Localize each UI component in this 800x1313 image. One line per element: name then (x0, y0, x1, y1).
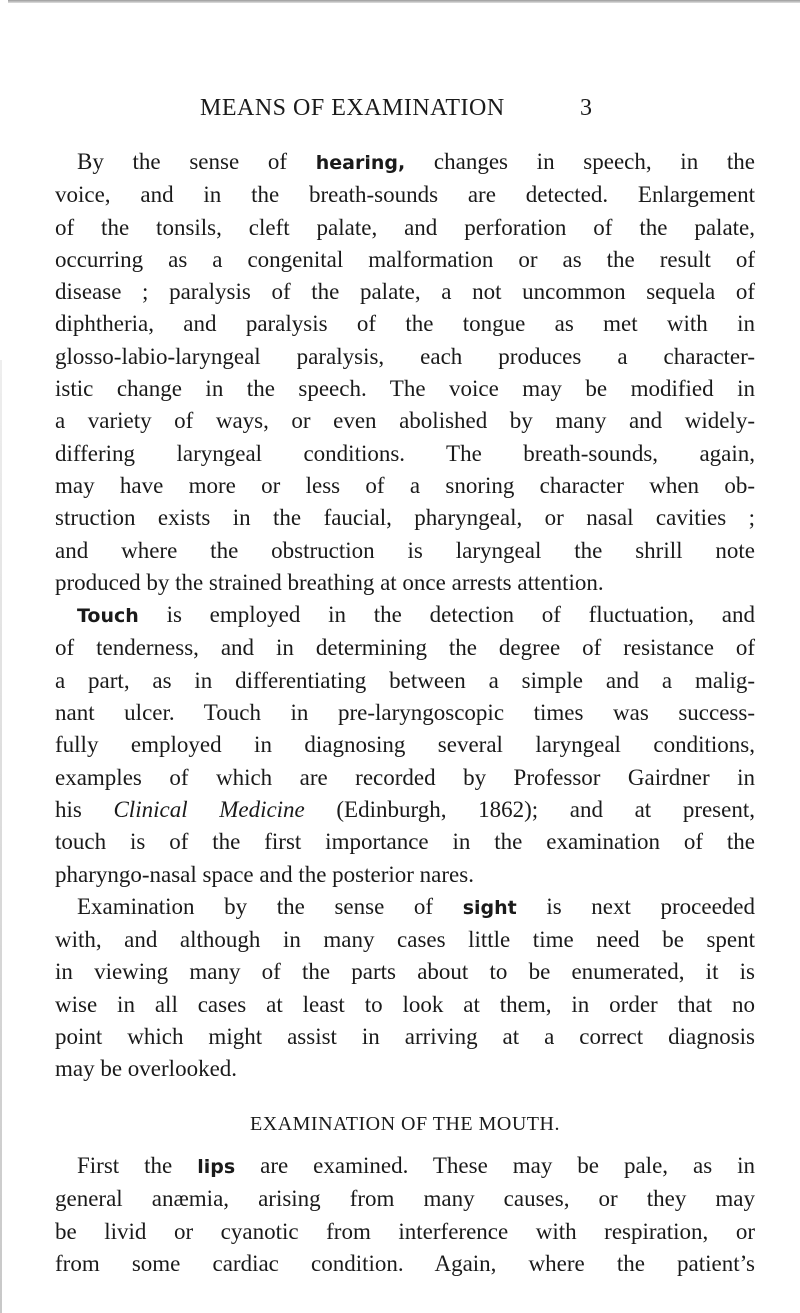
text-line: may have more or less of a snoring character when ob- (55, 472, 755, 498)
text-line: of tenderness, and in determining the degree of resistance of (55, 635, 755, 661)
paragraph-sight (55, 891, 755, 1086)
text-line (55, 599, 755, 632)
paragraph-touch (55, 599, 755, 891)
text-line: point which might assist in arriving at a correct diagnosis (55, 1024, 755, 1050)
section-heading: EXAMINATION OF THE MOUTH. (250, 1112, 560, 1135)
text-run: is next proceeded (516, 893, 755, 919)
keyword-lips: lips (197, 1155, 236, 1178)
page-top-edge (8, 0, 800, 3)
text-line: nant ulcer. Touch in pre-laryngoscopic times was success- (55, 700, 755, 726)
text-line: produced by the strained breathing at once arrests attention. (55, 569, 604, 595)
text-line: wise in all cases at least to look at them, in order that no (55, 991, 755, 1017)
text-line: be livid or cyanotic from interference with respiration, or (55, 1218, 755, 1244)
text-line: touch is of the first importance in the examination of the (55, 829, 755, 855)
text-run: changes in speech, in the (405, 149, 755, 174)
text-line: of the tonsils, cleft palate, and perforation of the palate, (55, 214, 755, 240)
text-line: pharyngo-nasal space and the posterior nares. (55, 861, 474, 887)
text-line: a variety of ways, or even abolished by many and widely- (55, 408, 755, 434)
text-line: disease ; paralysis of the palate, a not uncommon sequela of (55, 279, 755, 305)
text-run: (Edinburgh, 1862); and at present, (304, 796, 755, 822)
text-line (55, 146, 755, 179)
book-title: Clinical Medicine (113, 796, 305, 822)
text-line: istic change in the speech. The voice may be modified in (55, 376, 755, 402)
text-line (55, 891, 755, 924)
text-line: glosso-labio-laryngeal paralysis, each produces a character- (55, 343, 755, 369)
text-line: struction exists in the faucial, pharyngeal, or nasal cavities ; (55, 505, 755, 531)
paragraph-lips (55, 1150, 755, 1280)
text-line: fully employed in diagnosing several laryngeal conditions, (55, 732, 755, 758)
text-line (55, 794, 755, 826)
text-run: are examined. These may be pale, as in (235, 1152, 756, 1178)
text-line: and where the obstruction is laryngeal the shrill note (55, 537, 755, 563)
text-run: By the sense of (77, 149, 316, 174)
text-run: his (55, 796, 114, 822)
text-line: in viewing many of the parts about to be enumerated, it is (55, 959, 755, 985)
text-line: examples of which are recorded by Professor Gairdner in (55, 764, 755, 790)
text-line: a part, as in differentiating between a simple and a malig- (55, 667, 755, 693)
keyword-hearing: hearing, (315, 152, 406, 174)
text-line: general anæmia, arising from many causes, or they may (55, 1186, 755, 1212)
text-line: may be overlooked. (55, 1056, 238, 1082)
text-run: First the (77, 1152, 198, 1178)
text-run: Examination by the sense of (77, 893, 463, 919)
text-line: diphtheria, and paralysis of the tongue as met with in (55, 311, 755, 337)
text-line: from some cardiac condition. Again, where the patient’s (55, 1250, 755, 1276)
text-line: occurring as a congenital malformation or as the result of (55, 246, 755, 272)
text-line: differing laryngeal conditions. The breath-sounds, again, (55, 440, 755, 466)
paragraph-hearing (55, 146, 755, 599)
keyword-touch: Touch (77, 605, 139, 628)
page-body (55, 146, 755, 1280)
page-number: 3 (580, 95, 592, 121)
text-run: is employed in the detection of fluctuation, and (138, 602, 755, 628)
running-header: MEANS OF EXAMINATION (200, 95, 505, 121)
text-line (55, 1150, 755, 1183)
keyword-sight: sight (462, 896, 517, 919)
page-left-edge (0, 360, 2, 1313)
text-line: voice, and in the breath-sounds are detected. Enlargement (55, 182, 755, 208)
text-line: with, and although in many cases little time need be spent (55, 927, 755, 953)
